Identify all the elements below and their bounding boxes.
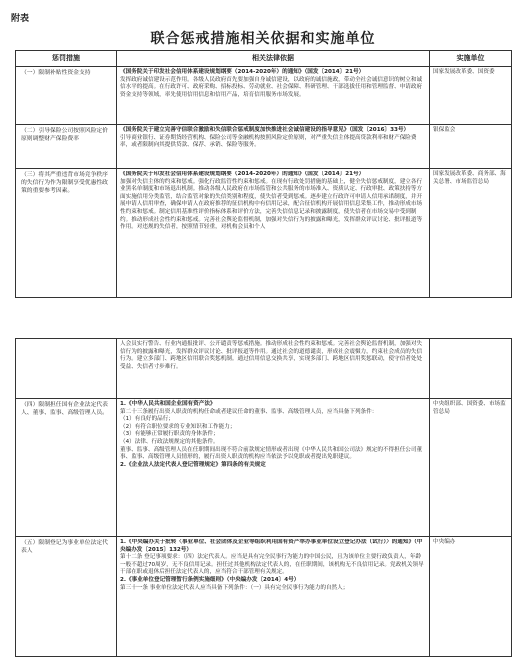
unit-cell: 中央编办 xyxy=(430,537,512,657)
table-row xyxy=(16,169,512,298)
measure-cell: （二）引导保险公司按照风险定价原则调整财产保险费率 xyxy=(16,125,117,169)
law-text: （3）有能够正常履行职责的身体条件； xyxy=(120,431,219,438)
basis-cell xyxy=(117,399,430,537)
basis-cell xyxy=(117,125,430,169)
law-text: （1）有良好的品行； xyxy=(120,416,174,423)
basis-cell xyxy=(117,67,430,125)
basis-cell xyxy=(117,169,430,298)
law-text: 第二十三条履行出资人职责的机构任命或者建议任命的董事、监事、高级管理人员，应当具备下列条件： xyxy=(120,408,378,415)
law-text: 第三十一条 事业单位法定代表人应当具备下列条件：（一）具有完全民事行为能力的自然人； xyxy=(120,584,349,591)
law-title: 1.《中华人民共和国企业国有资产法》 xyxy=(120,401,216,407)
measure-cell: （五）限制登记为事业单位法定代表人 xyxy=(16,537,117,657)
document-page-1 xyxy=(0,0,526,300)
unit-cell: 中央组织部、国资委、市场监管总局 xyxy=(430,399,512,537)
law-text: （4）法律、行政法规规定的其他条件。 xyxy=(120,438,219,445)
law-text: 第十二条 登记事项要求：（四）法定代表人。应当是具有完全民事行为能力的中国公民，且为该单位主要行政负责人，年龄一般不超过70周岁，无不良信用记录。担任过其他机构法定代表人的，在任职期间，该机构无不良信用记录。党政机关领导干部在职或退休后担任法定代表人的，应当符合干部管理有关规定。 xyxy=(120,554,424,576)
measure-cell: （三）将其严重违背市场竞争秩序的失信行为作为限制享受优惠性政策的重要参考因素。 xyxy=(16,169,117,298)
unit-cell: 国家发展改革委、国资委 xyxy=(430,67,512,125)
table-row xyxy=(16,339,512,399)
basis-cell: 人会员实行警告、行业内通报批评、公开谴责等惩戒措施。推动形成社会性约束和惩戒。完善社会舆论监督机制，加强对失信行为的披露和曝光，发挥群众评议讨论、批评报道等作用。通过社会的道德谴责，形成社会震慑力，约束社会成员的失信行为。建立多部门、跨地区信用联合奖惩机制。通过信用信息交换共享，实现多部门、跨地区信用奖惩联动，使守信者处处受益、失信者寸步难行。 xyxy=(117,339,430,399)
measure-cell: （四）限制担任国有企业法定代表人、董事、监事、高级管理人员。 xyxy=(16,399,117,537)
measure-cell-empty xyxy=(16,339,117,399)
law-text: 董事、监事、高级管理人员在任职期间出现不符合前款规定情形或者出现《中华人民共和国公司法》规定的不得担任公司董事、监事、高级管理人员情形的，履行出资人职责的机构应当依法予以免职或者提出免职建议。 xyxy=(120,446,423,461)
page-gap xyxy=(0,300,526,338)
unit-cell: 国家发展改革委、商务部、海关总署、市场监管总局 xyxy=(430,169,512,298)
table-row xyxy=(16,125,512,169)
table-row xyxy=(16,399,512,537)
law-title: 2.《企业法人法定代表人登记管理规定》第四条的有关规定 xyxy=(120,461,266,468)
law-title: 《国务院关于印发社会信用体系建设规划纲要（2014-2020年）的通知》（国发〔2014〕21号） xyxy=(120,171,365,177)
page-title: 联合惩戒措施相关依据和实施单位 xyxy=(150,31,376,47)
document-page-2 xyxy=(0,338,526,665)
law-title: 1.《中央编办关于批转〈事业单位、社会团体及企业等组织利用国有资产举办事业单位设立登记办法（试行）〉的通知》（中央编办发〔2015〕132号） xyxy=(120,539,423,553)
law-title: 《国务院关于印发社会信用体系建设规划纲要（2014-2020年）的通知》（国发〔2014〕21号） xyxy=(120,69,365,75)
law-title: 《国务院关于建立完善守信联合激励和失信联合惩戒制度加快推进社会诚信建设的指导意见》（国发〔2016〕33号） xyxy=(120,127,410,133)
table-row xyxy=(16,67,512,125)
basis-cell xyxy=(117,537,430,657)
column-header-unit: 实施单位 xyxy=(430,51,512,67)
annex-label: 附表 xyxy=(11,14,30,24)
measures-table-continued xyxy=(15,338,512,657)
measure-cell: （一）限制补贴性资金支持 xyxy=(16,67,117,125)
column-header-basis: 相关法律依据 xyxy=(117,51,430,67)
law-text: 加强对失信主体的约束和惩戒。强化行政监管性约束和惩戒。在现有行政处罚措施的基础上，健全失信惩戒制度，建立各行业黑名单制度和市场退出机制。推动各级人民政府在市场监管和公共服务的市场准入、资质认定、行政审批、政策扶持等方面实施信用分类监管，结合监管对象的失信类别和程度，使失信者受到惩戒。逐步建立行政许可申请人信用承诺制度，并开展申请人信用审查，确保申请人在政府推荐的征信机构中有信用记录，配合征信机构开展信用信息采集工作，推动形成市场性约束和惩戒。制定信用基准性评价指标体系和评价方法，完善失信信息记录和披露制度，使失信者在市场交易中受到制约。推动形成社会性约束和惩戒。完善社会舆论监督机制，加强对失信行为的披露和曝光，发挥群众评议讨论、批评报道等作用。对违规的失信者，按照情节轻重，对机构会员和个人 xyxy=(120,178,423,231)
table-row xyxy=(16,537,512,657)
measures-table xyxy=(15,50,512,298)
table-header-row xyxy=(16,51,512,67)
law-text: 引导商业银行、证券期货经营机构、保险公司等金融机构按照风险定价原则，对严重失信主体提高贷款利率和财产保险费率，或者限制向其提供贷款、保荐、承销、保险等服务。 xyxy=(120,134,417,149)
law-text: 发挥政府诚信建设示范作用。各级人民政府首先要加强自身诚信建设，以政府的诚信施政，带动全社会诚信意识的树立和诚信水平的提高。在行政许可、政府采购、招标投标、劳动就业、社会保障、科研管理、干部选拔任用和管理监督、申请政府资金支持等领域，率先使用信用信息和信用产品，培育信用服务市场发展。 xyxy=(120,76,423,98)
law-text: （2）有符合职位要求的专业知识和工作能力； xyxy=(120,423,236,430)
unit-cell-empty xyxy=(430,339,512,399)
law-title: 2.《事业单位登记管理暂行条例实施细则》（中央编办发〔2014〕4号） xyxy=(120,576,300,583)
unit-cell: 银保监会 xyxy=(430,125,512,169)
column-header-measure: 惩罚措施 xyxy=(16,51,117,67)
